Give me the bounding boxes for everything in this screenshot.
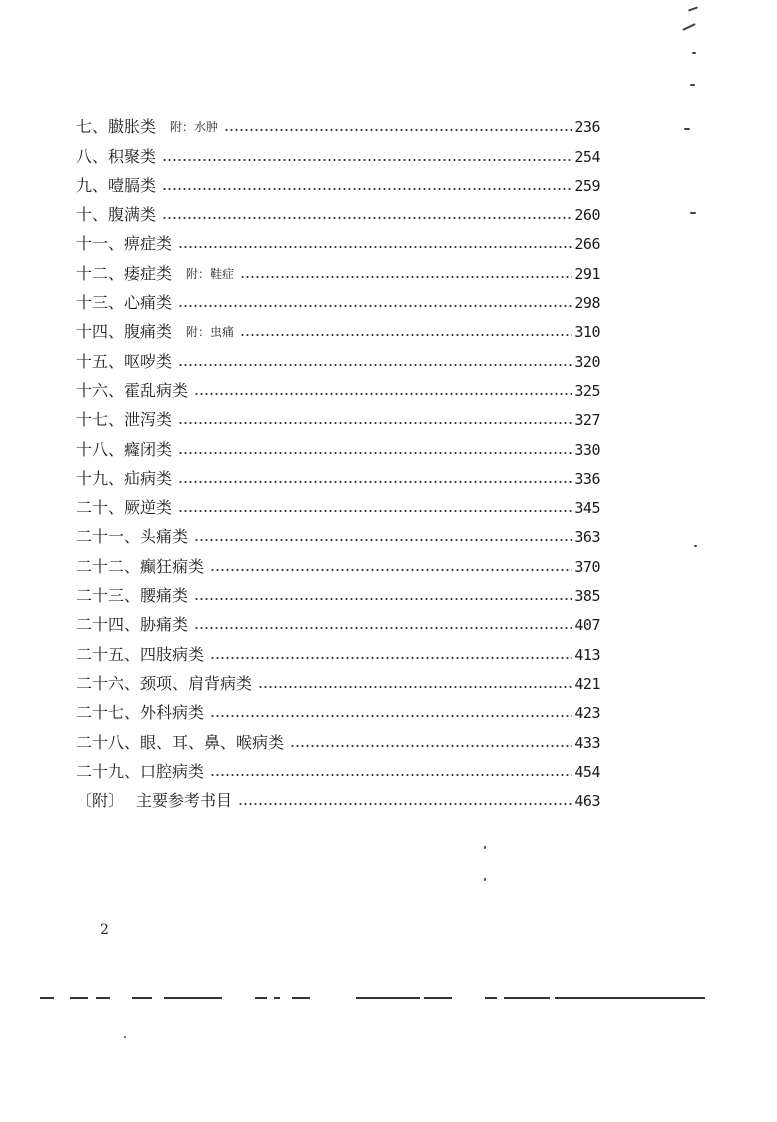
entry-title: 呕哕类	[124, 351, 173, 371]
toc-entry[interactable]	[76, 489, 600, 518]
entry-title: 癫狂痫类	[140, 556, 205, 576]
toc-entry[interactable]	[76, 460, 600, 489]
entry-page-number: 260	[574, 206, 600, 225]
entry-title: 积聚类	[108, 146, 157, 166]
entry-title: 厥逆类	[124, 498, 173, 518]
entry-number: 十八、	[76, 439, 125, 459]
toc-entry[interactable]	[76, 723, 600, 752]
entry-page-number: 363	[574, 528, 600, 547]
entry-page-number: 463	[574, 792, 600, 811]
entry-page-number: 385	[574, 587, 600, 606]
toc-entry[interactable]	[76, 518, 600, 547]
dot-leader	[178, 479, 572, 485]
entry-number: 八、	[76, 146, 109, 166]
scan-mark	[684, 128, 690, 130]
entry-title: 癃闭类	[124, 439, 173, 459]
dot-leader	[210, 567, 572, 573]
toc-entry[interactable]	[76, 782, 600, 811]
scan-mark	[682, 23, 696, 31]
entry-title: 心痛类	[124, 293, 173, 313]
entry-page-number: 236	[574, 118, 600, 137]
toc-entry[interactable]	[76, 225, 600, 254]
dot-leader	[194, 596, 572, 602]
dot-leader	[238, 801, 572, 807]
entry-number: 二十七、	[76, 703, 141, 723]
dot-leader	[178, 508, 572, 514]
toc-entry[interactable]	[76, 547, 600, 576]
page-number: 2	[100, 922, 109, 938]
scan-mark	[694, 545, 697, 547]
entry-title: 腹痛类	[124, 322, 173, 342]
dot-leader	[258, 684, 572, 690]
toc-entry[interactable]	[76, 753, 600, 782]
scan-mark	[484, 878, 486, 881]
entry-title: 疝病类	[124, 468, 173, 488]
entry-title: 外科病类	[140, 703, 205, 723]
entry-page-number: 345	[574, 499, 600, 518]
toc-entry[interactable]	[76, 342, 600, 371]
entry-title: 腰痛类	[140, 586, 189, 606]
entry-number: 二十六、	[76, 673, 141, 693]
entry-title: 臌胀类	[108, 117, 157, 137]
toc-entry[interactable]	[76, 137, 600, 166]
entry-page-number: 433	[574, 733, 600, 752]
dot-leader	[194, 537, 572, 543]
entry-number: 二十、	[76, 498, 125, 518]
entry-number: 十五、	[76, 351, 125, 371]
entry-title: 头痛类	[140, 527, 189, 547]
toc-entry[interactable]	[76, 196, 600, 225]
dot-leader	[194, 391, 572, 397]
scan-mark	[688, 6, 698, 11]
table-of-contents	[76, 108, 600, 811]
dot-leader	[240, 274, 572, 280]
entry-page-number: 320	[574, 352, 600, 371]
toc-entry[interactable]	[76, 313, 600, 342]
entry-number: 二十九、	[76, 761, 141, 781]
entry-note: 附：虫痛	[186, 325, 235, 340]
dot-leader	[210, 655, 572, 661]
toc-entry[interactable]	[76, 430, 600, 459]
dot-leader	[224, 127, 572, 133]
entry-title: 痹症类	[124, 234, 173, 254]
entry-number: 二十五、	[76, 644, 141, 664]
dot-leader	[210, 772, 572, 778]
scan-edge-rule	[40, 997, 700, 999]
entry-page-number: 407	[574, 616, 600, 635]
entry-page-number: 454	[574, 762, 600, 781]
dot-leader	[210, 713, 572, 719]
dot-leader	[162, 186, 572, 192]
entry-title: 泄泻类	[124, 410, 173, 430]
toc-entry[interactable]	[76, 284, 600, 313]
dot-leader	[178, 420, 572, 426]
entry-title: 霍乱病类	[124, 380, 189, 400]
entry-note: 附：水肿	[170, 120, 219, 135]
entry-number: 十三、	[76, 293, 125, 313]
entry-title: 胁痛类	[140, 615, 189, 635]
entry-number: 〔附〕	[76, 791, 125, 811]
entry-number: 十四、	[76, 322, 125, 342]
toc-entry[interactable]	[76, 577, 600, 606]
entry-number: 十九、	[76, 468, 125, 488]
scan-mark	[690, 212, 696, 214]
scan-mark	[692, 52, 696, 54]
entry-number: 九、	[76, 175, 109, 195]
entry-page-number: 325	[574, 381, 600, 400]
entry-number: 十一、	[76, 234, 125, 254]
entry-page-number: 336	[574, 469, 600, 488]
dot-leader	[178, 244, 572, 250]
entry-title: 颈项、肩背病类	[140, 673, 253, 693]
dot-leader	[178, 450, 572, 456]
entry-number: 十、	[76, 205, 109, 225]
entry-title: 噎膈类	[108, 175, 157, 195]
toc-entry[interactable]	[76, 635, 600, 664]
entry-note: 附：鞋症	[186, 266, 235, 281]
entry-title: 腹满类	[108, 205, 157, 225]
entry-page-number: 413	[574, 645, 600, 664]
entry-page-number: 310	[574, 323, 600, 342]
scan-mark	[484, 846, 486, 849]
entry-title: 口腔病类	[140, 761, 205, 781]
toc-entry[interactable]	[76, 665, 600, 694]
dot-leader	[178, 362, 572, 368]
entry-number: 七、	[76, 117, 109, 137]
entry-title: 主要参考书目	[136, 791, 233, 811]
dot-leader	[162, 215, 572, 221]
entry-title: 眼、耳、鼻、喉病类	[140, 732, 285, 752]
entry-page-number: 298	[574, 294, 600, 313]
entry-number: 二十四、	[76, 615, 141, 635]
entry-number: 十六、	[76, 380, 125, 400]
toc-entry[interactable]	[76, 606, 600, 635]
toc-entry[interactable]	[76, 401, 600, 430]
entry-page-number: 266	[574, 235, 600, 254]
entry-number: 二十八、	[76, 732, 141, 752]
entry-title: 痿症类	[124, 263, 173, 283]
entry-number: 二十三、	[76, 586, 141, 606]
dot-leader	[194, 625, 572, 631]
entry-page-number: 327	[574, 411, 600, 430]
scan-mark	[124, 1036, 126, 1038]
entry-page-number: 254	[574, 147, 600, 166]
scan-mark	[690, 84, 695, 86]
entry-page-number: 370	[574, 557, 600, 576]
toc-entry[interactable]	[76, 372, 600, 401]
dot-leader	[240, 332, 572, 338]
entry-number: 十七、	[76, 410, 125, 430]
toc-entry[interactable]	[76, 108, 600, 137]
entry-number: 十二、	[76, 263, 125, 283]
entry-number: 二十一、	[76, 527, 141, 547]
toc-entry[interactable]	[76, 694, 600, 723]
entry-page-number: 259	[574, 176, 600, 195]
entry-page-number: 330	[574, 440, 600, 459]
dot-leader	[162, 157, 572, 163]
entry-title: 四肢病类	[140, 644, 205, 664]
toc-entry[interactable]	[76, 254, 600, 283]
toc-entry[interactable]	[76, 167, 600, 196]
dot-leader	[290, 743, 572, 749]
entry-page-number: 423	[574, 704, 600, 723]
entry-page-number: 291	[574, 264, 600, 283]
entry-number: 二十二、	[76, 556, 141, 576]
dot-leader	[178, 303, 572, 309]
entry-page-number: 421	[574, 674, 600, 693]
